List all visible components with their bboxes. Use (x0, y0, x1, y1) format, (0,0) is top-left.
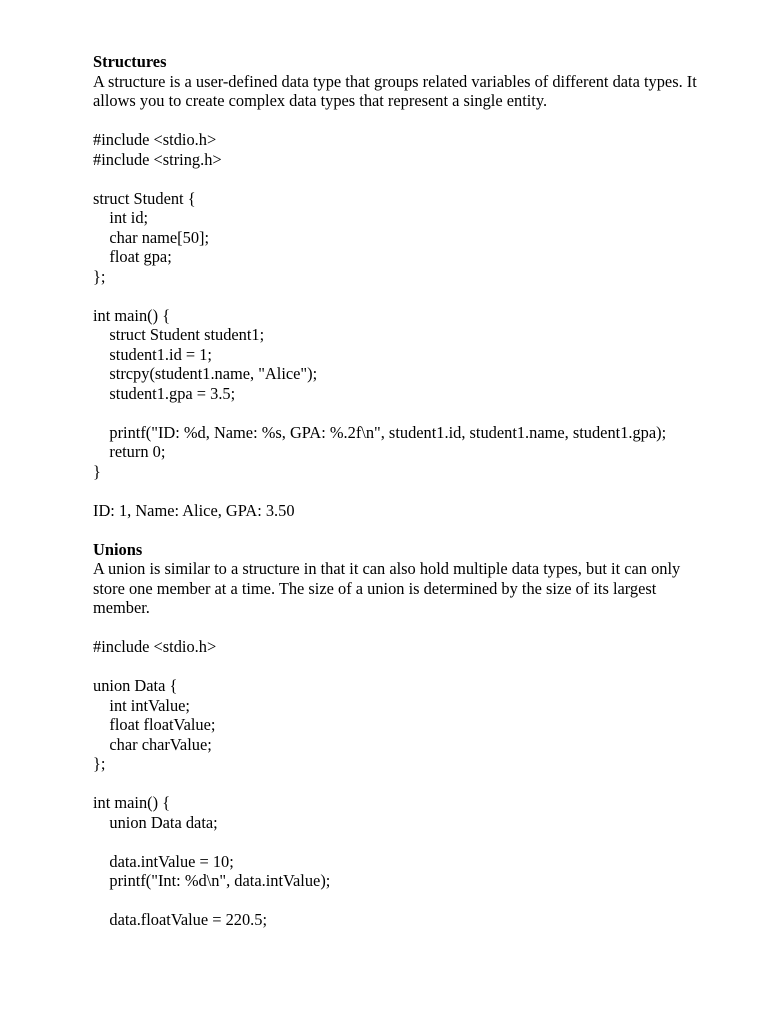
spacer (93, 481, 708, 501)
section-structures (93, 52, 708, 540)
section-heading: Unions (93, 539, 143, 559)
section-heading: Structures (93, 52, 167, 71)
spacer (93, 111, 708, 131)
code-block: #include <stdio.h> union Data { int intValue; float floatValue; char charValue; }; int main() { union Data data; data.intValue = 10; printf("Int: %d\n", data.intValue); data.floatValue = 220.5; (93, 637, 331, 929)
section-intro: A structure is a user-defined data type that groups related variables of different data types. It allows you to create complex data types that represent a single entity. (93, 71, 697, 110)
section-intro: A union is similar to a structure in that it can also hold multiple data types, but it can only store one member at a time. The size of a union is determined by the size of its largest member. (93, 559, 681, 617)
document-page (93, 52, 708, 930)
program-output: ID: 1, Name: Alice, GPA: 3.50 (93, 500, 295, 520)
spacer (93, 618, 708, 638)
code-block: #include <stdio.h> #include <string.h> struct Student { int id; char name[50]; float gpa; }; int main() { struct Student student1; student1.id = 1; strcpy(student1.name, "Alice"); student1.gpa = 3.5; printf("ID: %d, Name: %s, GPA: %.2f\n", student1.id, student1.name, student1.gpa); return 0; } (93, 130, 667, 481)
section-unions (93, 540, 708, 930)
spacer (93, 520, 708, 540)
